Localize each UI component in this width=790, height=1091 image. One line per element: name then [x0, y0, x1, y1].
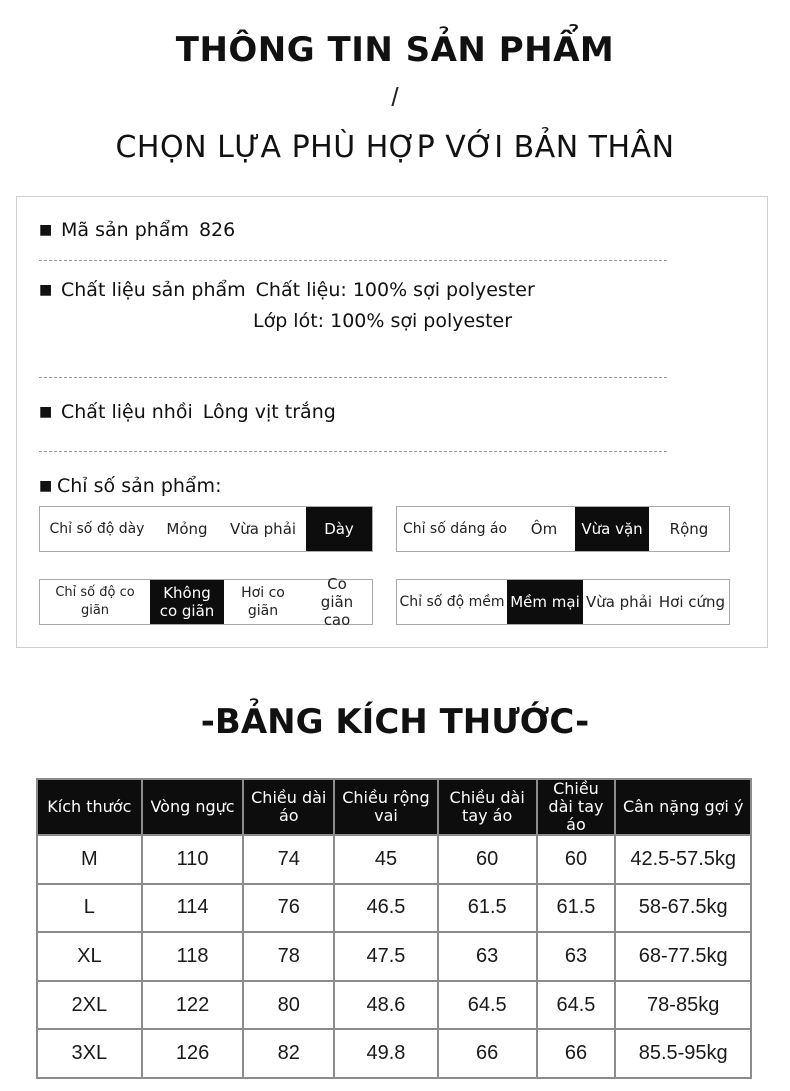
header-size: Kích thước [37, 779, 142, 835]
thickness-option-thin: Mỏng [166, 520, 208, 538]
table-cell: 110 [142, 835, 244, 884]
table-cell: 47.5 [334, 932, 438, 981]
table-cell: 49.8 [334, 1029, 438, 1078]
page-title: THÔNG TIN SẢN PHẨM [175, 30, 615, 70]
softness-option-medium: Vừa phải [585, 593, 653, 611]
thickness-option-medium: Vừa phải [229, 520, 297, 538]
title-divider: / [391, 82, 399, 112]
table-row [37, 1029, 751, 1078]
table-row [37, 835, 751, 884]
stretch-option-high: Co giãn cao [320, 575, 354, 629]
page-subtitle: CHỌN LỰA PHÙ HỢP VỚI BẢN THÂN [115, 130, 675, 165]
table-cell: 76 [243, 884, 334, 933]
thickness-index [39, 506, 373, 552]
softness-option-firm: Hơi cứng [658, 593, 726, 611]
size-chart-table [36, 778, 752, 1079]
table-cell: 45 [334, 835, 438, 884]
stretch-option-none: Không co giãn [150, 580, 224, 624]
header-shoulder: Chiều rộng vai [334, 779, 438, 835]
table-cell: M [37, 835, 142, 884]
index-title-row [39, 475, 221, 497]
table-cell: 82 [243, 1029, 334, 1078]
stretch-index [39, 575, 373, 629]
table-cell: 2XL [37, 981, 142, 1030]
table-row [37, 932, 751, 981]
fit-index-label: Chỉ số dáng áo [402, 521, 508, 537]
material-line-1: Chất liệu: 100% sợi polyester [255, 279, 535, 301]
table-cell: 66 [438, 1029, 537, 1078]
bullet-icon: ■ [39, 404, 53, 420]
table-cell: 61.5 [438, 884, 537, 933]
stretch-index-label: Chỉ số độ co giãn [55, 585, 135, 618]
table-cell: 3XL [37, 1029, 142, 1078]
table-cell: 78 [243, 932, 334, 981]
bullet-icon: ■ [39, 478, 53, 494]
product-code-label: Mã sản phẩm [61, 219, 189, 241]
product-code-value: 826 [198, 219, 236, 241]
header-sleeve-2: Chiều dài tay áo [537, 779, 616, 835]
table-cell: XL [37, 932, 142, 981]
filling-value: Lông vịt trắng [202, 401, 336, 423]
table-cell: 114 [142, 884, 244, 933]
index-title: Chỉ số sản phẩm: [57, 475, 222, 497]
table-cell: 74 [243, 835, 334, 884]
size-chart-title: -BẢNG KÍCH THƯỚC- [200, 702, 590, 742]
fit-option-loose: Rộng [669, 520, 709, 538]
table-cell: 68-77.5kg [615, 932, 751, 981]
filling-label: Chất liệu nhồi [61, 401, 193, 423]
table-cell: 126 [142, 1029, 244, 1078]
table-cell: 63 [438, 932, 537, 981]
divider [39, 451, 667, 452]
material-row [39, 279, 535, 301]
bullet-icon: ■ [39, 222, 53, 238]
table-cell: 63 [537, 932, 616, 981]
softness-option-soft: Mềm mại [507, 580, 583, 624]
table-cell: 80 [243, 981, 334, 1030]
table-cell: 60 [537, 835, 616, 884]
table-cell: 48.6 [334, 981, 438, 1030]
bullet-icon: ■ [39, 282, 53, 298]
softness-index-label: Chỉ số độ mềm [399, 594, 505, 610]
table-header-row [37, 779, 751, 835]
table-cell: L [37, 884, 142, 933]
fit-option-regular: Vừa vặn [575, 507, 649, 551]
table-row [37, 884, 751, 933]
table-cell: 58-67.5kg [615, 884, 751, 933]
header-chest: Vòng ngực [142, 779, 244, 835]
fit-index [396, 506, 730, 552]
table-cell: 85.5-95kg [615, 1029, 751, 1078]
table-cell: 122 [142, 981, 244, 1030]
table-row [37, 981, 751, 1030]
softness-index [396, 579, 730, 625]
header-weight: Cân nặng gợi ý [615, 779, 751, 835]
table-cell: 66 [537, 1029, 616, 1078]
material-label: Chất liệu sản phẩm [61, 279, 246, 301]
filling-row [39, 401, 336, 423]
table-cell: 60 [438, 835, 537, 884]
divider [39, 260, 667, 261]
stretch-option-slight: Hơi co giãn [241, 585, 285, 619]
product-code-row [39, 219, 235, 241]
table-cell: 78-85kg [615, 981, 751, 1030]
thickness-index-label: Chỉ số độ dày [49, 521, 145, 537]
divider [39, 377, 667, 378]
table-cell: 42.5-57.5kg [615, 835, 751, 884]
header-length: Chiều dài áo [243, 779, 334, 835]
table-cell: 118 [142, 932, 244, 981]
table-cell: 64.5 [438, 981, 537, 1030]
fit-option-slim: Ôm [530, 520, 558, 538]
material-line-2: Lớp lót: 100% sợi polyester [253, 310, 513, 332]
table-cell: 64.5 [537, 981, 616, 1030]
product-info-box [16, 196, 768, 648]
table-cell: 46.5 [334, 884, 438, 933]
table-cell: 61.5 [537, 884, 616, 933]
thickness-option-thick: Dày [306, 507, 372, 551]
header-sleeve: Chiều dài tay áo [438, 779, 537, 835]
